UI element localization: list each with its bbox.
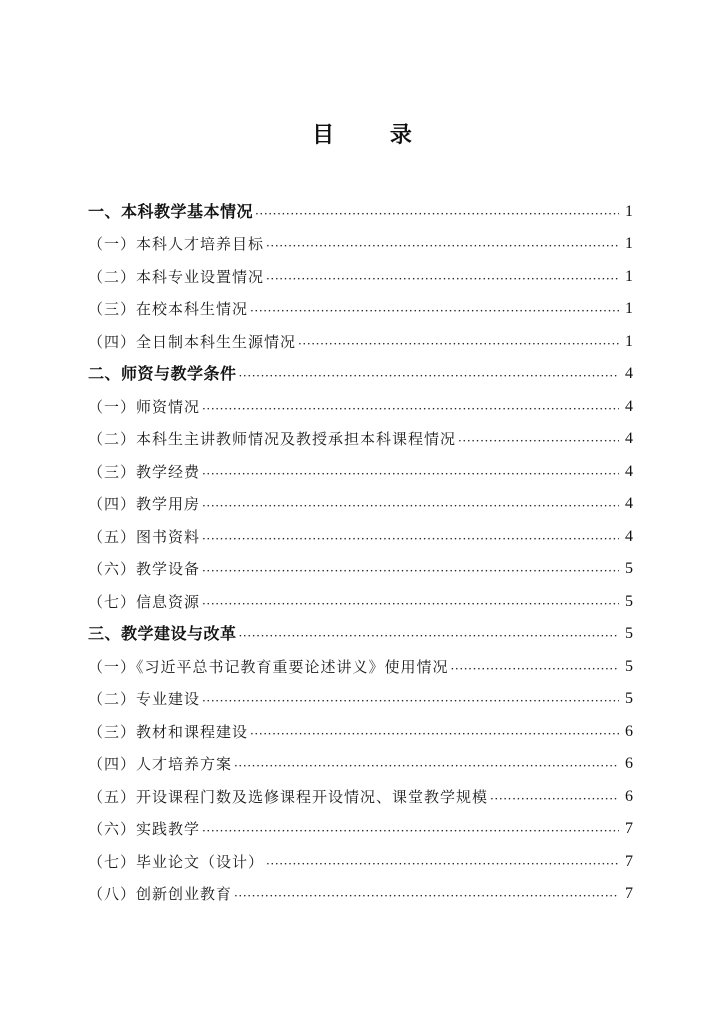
toc-dot-leader <box>202 527 619 547</box>
toc-entry-label: （七）毕业论文（设计） <box>88 852 265 871</box>
toc-entry-label: （一）本科人才培养目标 <box>88 235 265 253</box>
toc-subsection-entry[interactable] <box>88 482 633 515</box>
toc-dot-leader <box>202 462 619 482</box>
toc-dot-leader <box>451 657 619 677</box>
table-of-contents <box>88 189 633 904</box>
toc-entry-label: （二）本科生主讲教师情况及教授承担本科课程情况 <box>88 430 457 448</box>
toc-page-number: 5 <box>625 657 633 675</box>
toc-entry-label: （八）创新创业教育 <box>88 885 233 903</box>
toc-subsection-entry[interactable] <box>88 547 633 580</box>
toc-entry-label: （三）在校本科生情况 <box>88 300 249 318</box>
toc-dot-leader <box>234 884 619 904</box>
toc-subsection-entry[interactable] <box>88 222 633 255</box>
toc-dot-leader <box>202 592 619 612</box>
toc-page-number: 7 <box>625 885 633 902</box>
toc-subsection-entry[interactable] <box>88 774 633 807</box>
toc-entry-label: （二）本科专业设置情况 <box>88 267 265 286</box>
toc-dot-leader <box>234 754 619 774</box>
toc-page-number: 5 <box>625 625 633 642</box>
toc-page-number: 5 <box>625 560 633 577</box>
toc-section-entry[interactable] <box>88 189 633 222</box>
toc-page-number: 1 <box>625 202 633 220</box>
toc-subsection-entry[interactable] <box>88 254 633 287</box>
toc-dot-leader <box>255 202 619 222</box>
toc-dot-leader <box>266 267 619 287</box>
toc-page-number: 4 <box>625 430 633 447</box>
toc-page-number: 1 <box>625 267 633 285</box>
toc-entry-label: 二、师资与教学条件 <box>88 364 237 383</box>
toc-dot-leader <box>239 624 619 644</box>
toc-entry-label: （三）教学经费 <box>88 462 201 481</box>
toc-dot-leader <box>202 819 619 839</box>
toc-page-number: 4 <box>625 462 633 480</box>
toc-dot-leader <box>250 299 619 319</box>
toc-entry-label: （七）信息资源 <box>88 592 201 611</box>
toc-entry-label: （四）人才培养方案 <box>88 755 233 773</box>
toc-subsection-entry[interactable] <box>88 579 633 612</box>
toc-subsection-entry[interactable] <box>88 807 633 840</box>
toc-dot-leader <box>490 787 619 807</box>
toc-entry-label: （二）专业建设 <box>88 690 201 708</box>
toc-entry-label: （六）教学设备 <box>88 560 201 578</box>
toc-page-number: 1 <box>625 235 633 252</box>
toc-page-number: 6 <box>625 755 633 772</box>
toc-entry-label: （六）实践教学 <box>88 820 201 838</box>
toc-entry-label: （五）图书资料 <box>88 527 201 546</box>
toc-dot-leader <box>250 722 619 742</box>
toc-dot-leader <box>458 429 619 449</box>
toc-section-entry[interactable] <box>88 612 633 645</box>
toc-subsection-entry[interactable] <box>88 839 633 872</box>
toc-page-number: 1 <box>625 332 633 350</box>
toc-page-number: 4 <box>625 365 633 382</box>
toc-dot-leader <box>202 494 619 514</box>
toc-section-entry[interactable] <box>88 352 633 385</box>
toc-entry-label: 三、教学建设与改革 <box>88 624 237 643</box>
toc-entry-label: （三）教材和课程建设 <box>88 722 249 741</box>
toc-page-number: 6 <box>625 787 633 805</box>
toc-subsection-entry[interactable] <box>88 449 633 482</box>
toc-entry-label: （一）《习近平总书记教育重要论述讲义》使用情况 <box>88 657 449 676</box>
toc-subsection-entry[interactable] <box>88 644 633 677</box>
toc-page-number: 4 <box>625 527 633 545</box>
toc-page-number: 6 <box>625 722 633 740</box>
toc-entry-label: （四）全日制本科生生源情况 <box>88 332 297 351</box>
toc-page-number: 5 <box>625 592 633 610</box>
toc-subsection-entry[interactable] <box>88 709 633 742</box>
toc-dot-leader <box>266 852 619 872</box>
toc-entry-label: （一）师资情况 <box>88 397 201 416</box>
toc-subsection-entry[interactable] <box>88 319 633 352</box>
toc-subsection-entry[interactable] <box>88 384 633 417</box>
toc-dot-leader <box>202 397 619 417</box>
toc-page-number: 5 <box>625 690 633 707</box>
toc-entry-label: 一、本科教学基本情况 <box>88 201 254 221</box>
toc-dot-leader <box>266 234 619 254</box>
page-title: 目 录 <box>312 123 436 148</box>
toc-page-number: 1 <box>625 300 633 317</box>
toc-dot-leader <box>202 559 619 579</box>
toc-dot-leader <box>239 364 619 384</box>
toc-entry-label: （四）教学用房 <box>88 495 201 513</box>
toc-subsection-entry[interactable] <box>88 514 633 547</box>
toc-subsection-entry[interactable] <box>88 742 633 775</box>
toc-dot-leader <box>298 332 619 352</box>
toc-page-number: 4 <box>625 495 633 512</box>
toc-page-number: 7 <box>625 852 633 870</box>
toc-page-number: 4 <box>625 397 633 415</box>
toc-subsection-entry[interactable] <box>88 677 633 710</box>
toc-entry-label: （五）开设课程门数及选修课程开设情况、课堂教学规模 <box>88 787 489 806</box>
toc-subsection-entry[interactable] <box>88 417 633 450</box>
toc-page-number: 7 <box>625 820 633 837</box>
toc-subsection-entry[interactable] <box>88 872 633 905</box>
toc-subsection-entry[interactable] <box>88 287 633 320</box>
toc-dot-leader <box>202 689 619 709</box>
